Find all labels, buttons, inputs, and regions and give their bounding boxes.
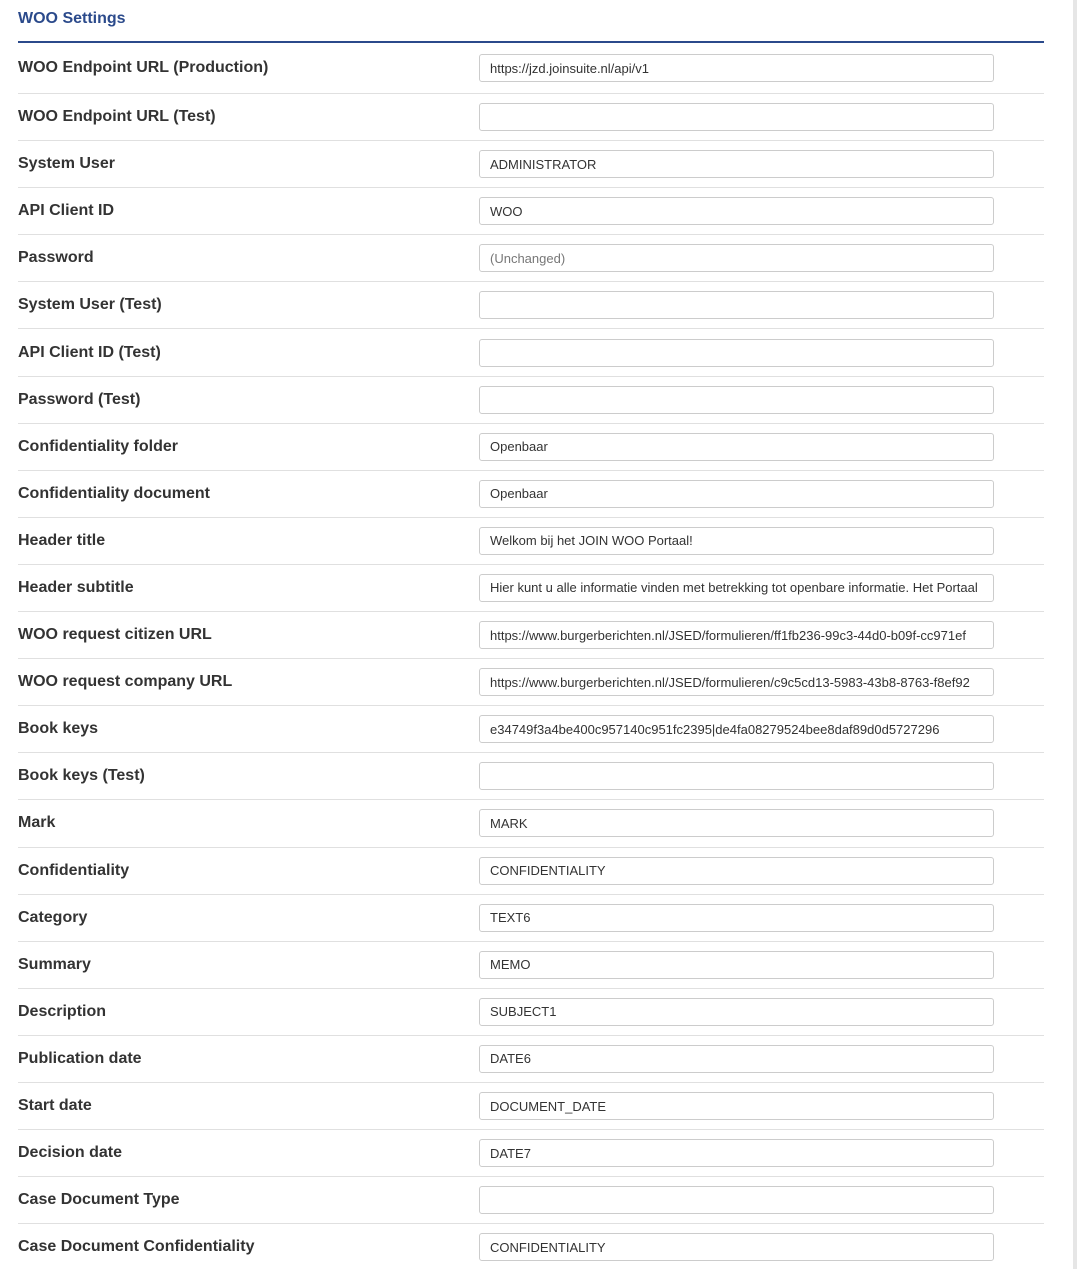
field-input[interactable]: [479, 715, 994, 743]
field-label: Publication date: [18, 1049, 142, 1067]
form-row: [18, 612, 1044, 659]
field-label: Header title: [18, 531, 106, 549]
field-input[interactable]: [479, 339, 994, 367]
field-label: Mark: [18, 814, 56, 832]
field-label: Confidentiality folder: [18, 437, 178, 455]
form-row: [18, 848, 1044, 895]
field-input[interactable]: [479, 998, 994, 1026]
field-input[interactable]: [479, 668, 994, 696]
form-row: [18, 1177, 1044, 1224]
form-row: [18, 942, 1044, 989]
field-input[interactable]: [479, 904, 994, 932]
field-input[interactable]: [479, 857, 994, 885]
field-label: Case Document Type: [18, 1191, 180, 1209]
form-row: [18, 753, 1044, 800]
field-input[interactable]: [479, 480, 994, 508]
field-label: Password: [18, 249, 94, 267]
field-input[interactable]: [479, 291, 994, 319]
form-row: [18, 1036, 1044, 1083]
field-input[interactable]: [479, 951, 994, 979]
field-input[interactable]: [479, 621, 994, 649]
form-row: [18, 706, 1044, 753]
form-row: [18, 141, 1044, 188]
field-input[interactable]: [479, 103, 994, 131]
form-row: [18, 235, 1044, 282]
field-label: Confidentiality document: [18, 484, 210, 502]
form-row: [18, 800, 1044, 847]
field-input[interactable]: [479, 244, 994, 272]
settings-form: [18, 43, 1044, 1269]
field-label: Start date: [18, 1097, 92, 1115]
scrollbar[interactable]: [1073, 0, 1077, 1269]
form-row: [18, 94, 1044, 141]
form-row: [18, 1224, 1044, 1269]
field-label: WOO request citizen URL: [18, 626, 212, 644]
field-input[interactable]: [479, 574, 994, 602]
field-input[interactable]: [479, 433, 994, 461]
field-label: Description: [18, 1002, 107, 1020]
form-row: [18, 565, 1044, 612]
field-label: API Client ID: [18, 202, 115, 220]
form-row: [18, 188, 1044, 235]
field-input[interactable]: [479, 1045, 994, 1073]
field-input[interactable]: [479, 527, 994, 555]
field-input[interactable]: [479, 1186, 994, 1214]
field-label: Header subtitle: [18, 578, 134, 596]
form-row: [18, 282, 1044, 329]
form-row: [18, 43, 1044, 94]
form-row: [18, 424, 1044, 471]
form-row: [18, 895, 1044, 942]
field-label: WOO Endpoint URL (Production): [18, 59, 269, 76]
field-input[interactable]: [479, 197, 994, 225]
field-input[interactable]: [479, 150, 994, 178]
field-label: Case Document Confidentiality: [18, 1238, 255, 1256]
field-label: System User (Test): [18, 296, 162, 314]
form-row: [18, 329, 1044, 376]
form-row: [18, 989, 1044, 1036]
field-label: System User: [18, 155, 115, 173]
field-label: Book keys: [18, 720, 99, 738]
field-label: WOO Endpoint URL (Test): [18, 108, 216, 126]
field-label: Decision date: [18, 1144, 123, 1162]
field-label: Password (Test): [18, 390, 141, 408]
field-label: API Client ID (Test): [18, 343, 161, 361]
field-label: WOO request company URL: [18, 673, 233, 691]
field-input[interactable]: [479, 1233, 994, 1261]
form-row: [18, 1083, 1044, 1130]
form-row: [18, 471, 1044, 518]
woo-settings-panel: [18, 0, 1044, 1269]
field-label: Summary: [18, 955, 91, 973]
field-input[interactable]: [479, 54, 994, 82]
form-row: [18, 518, 1044, 565]
field-input[interactable]: [479, 386, 994, 414]
field-input[interactable]: [479, 1092, 994, 1120]
form-row: [18, 1130, 1044, 1177]
field-label: Category: [18, 908, 88, 926]
field-label: Book keys (Test): [18, 767, 145, 785]
field-input[interactable]: [479, 1139, 994, 1167]
form-row: [18, 659, 1044, 706]
field-input[interactable]: [479, 762, 994, 790]
panel-title: WOO Settings: [18, 0, 1044, 43]
field-input[interactable]: [479, 809, 994, 837]
field-label: Confidentiality: [18, 861, 130, 879]
form-row: [18, 377, 1044, 424]
